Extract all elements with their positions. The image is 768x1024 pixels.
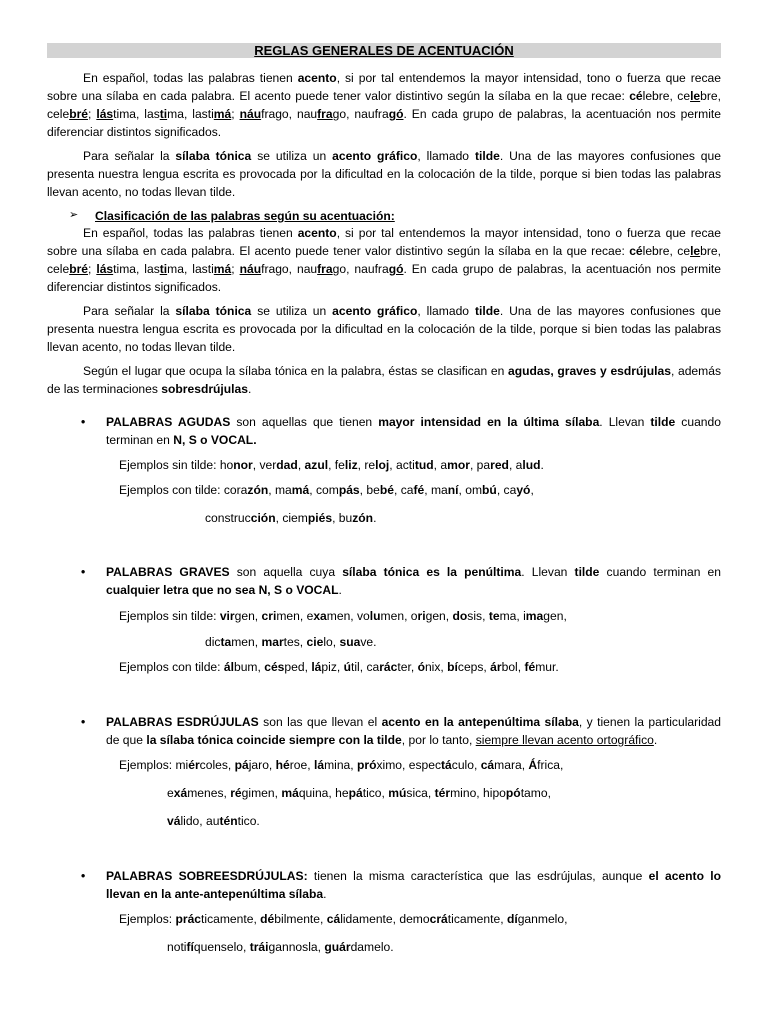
classification-heading [47, 206, 721, 224]
classification-paragraph-2: Para señalar la sílaba tónica se utiliza un acento gráfico, llamado tilde. Una de las mayores confusiones que presenta nuestra lengua escrita es provocada por la dificultad en la colocación de la tilde, porque si bien todas las palabras llevan acento, no todas llevan tilde. [47, 304, 721, 354]
classification-paragraph-3: Según el lugar que ocupa la sílaba tónica en la palabra, éstas se clasifican en agudas, graves y esdrújulas, además de las terminaciones sobresdrújulas. [47, 364, 722, 396]
arrow-bullet-icon: ➢ [69, 209, 79, 221]
graves-examples-sin-tilde: Ejemplos sin tilde: virgen, crimen, examen, volumen, origen, dosis, tema, imagen, [119, 609, 567, 623]
classification-heading-text: Clasificación de las palabras según su acentuación: [95, 209, 395, 223]
agudas-examples-sin-tilde: Ejemplos sin tilde: honor, verdad, azul, feliz, reloj, actitud, amor, pared, alud. [119, 458, 544, 472]
sobreesdrujulas-description: PALABRAS SOBREESDRÚJULAS: tienen la misma característica que las esdrújulas, aunque el acento lo llevan en la ante-antepenúltima sílaba. [106, 869, 721, 901]
esdrujulas-examples-line2: exámenes, régimen, máquina, hepático, música, término, hipopótamo, [167, 786, 551, 800]
bullet-icon: • [81, 715, 86, 729]
classification-paragraph-1: En español, todas las palabras tienen acento, si por tal entendemos la mayor intensidad, tono o fuerza que recae sobre una sílaba en cada palabra. El acento puede tener valor distintivo según la sílaba en la que recae: célebre, celebre, celebré; lástima, lastima, lastimá; náufrago, naufrago, naufragó. En cada grupo de palabras, la acentuación nos permite diferenciar distintos significados. [47, 226, 722, 294]
sobreesdrujulas-examples-line1: Ejemplos: prácticamente, débilmente, cálidamente, democráticamente, díganmelo, [119, 912, 568, 926]
intro-paragraph-1: En español, todas las palabras tienen acento, si por tal entendemos la mayor intensidad, tono o fuerza que recae sobre una sílaba en cada palabra. El acento puede tener valor distintivo según la sílaba en la que recae: célebre, celebre, celebré; lástima, lastima, lastimá; náufrago, naufrago, naufragó. En cada grupo de palabras, la acentuación nos permite diferenciar distintos significados. [47, 71, 722, 139]
agudas-description: PALABRAS AGUDAS son aquellas que tienen mayor intensidad en la última sílaba. Llevan tilde cuando terminan en N, S o VOCAL. [106, 415, 721, 447]
graves-description: PALABRAS GRAVES son aquella cuya sílaba tónica es la penúltima. Llevan tilde cuando terminan en cualquier letra que no sea N, S o VOCAL. [106, 565, 721, 597]
esdrujulas-description: PALABRAS ESDRÚJULAS son las que llevan el acento en la antepenúltima sílaba, y tienen la particularidad de que la sílaba tónica coincide siempre con la tilde, por lo tanto, siempre llevan acento ortográfico. [106, 715, 721, 747]
intro-paragraph-2: Para señalar la sílaba tónica se utiliza un acento gráfico, llamado tilde. Una de las mayores confusiones que presenta nuestra lengua escrita es provocada por la dificultad en la colocación de la tilde, porque si bien todas las palabras llevan acento, no todas llevan tilde. [47, 149, 721, 199]
page-title: REGLAS GENERALES DE ACENTUACIÓN [47, 43, 721, 58]
agudas-examples-con-tilde-cont: construcción, ciempiés, buzón. [205, 511, 377, 525]
sobreesdrujulas-examples-line2: notifíquenselo, tráigannosla, guárdamelo. [167, 940, 394, 954]
section-sobreesdrujulas [47, 867, 721, 903]
esdrujulas-examples-line1: Ejemplos: miércoles, pájaro, héroe, lámina, próximo, espectáculo, cámara, África, [119, 758, 564, 772]
graves-examples-con-tilde: Ejemplos con tilde: álbum, césped, lápiz, útil, carácter, ónix, bíceps, árbol, fémur. [119, 660, 559, 674]
document-page [47, 43, 721, 956]
section-agudas [47, 413, 721, 449]
bullet-icon: • [81, 415, 86, 429]
esdrujulas-examples-line3: válido, auténtico. [167, 814, 260, 828]
bullet-icon: • [81, 869, 86, 883]
bullet-icon: • [81, 565, 86, 579]
agudas-examples-con-tilde: Ejemplos con tilde: corazón, mamá, compás, bebé, café, maní, ombú, cayó, [119, 483, 534, 497]
section-esdrujulas [47, 713, 721, 749]
section-graves [47, 563, 721, 599]
graves-examples-sin-tilde-line2: dictamen, martes, cielo, suave. [205, 635, 377, 649]
